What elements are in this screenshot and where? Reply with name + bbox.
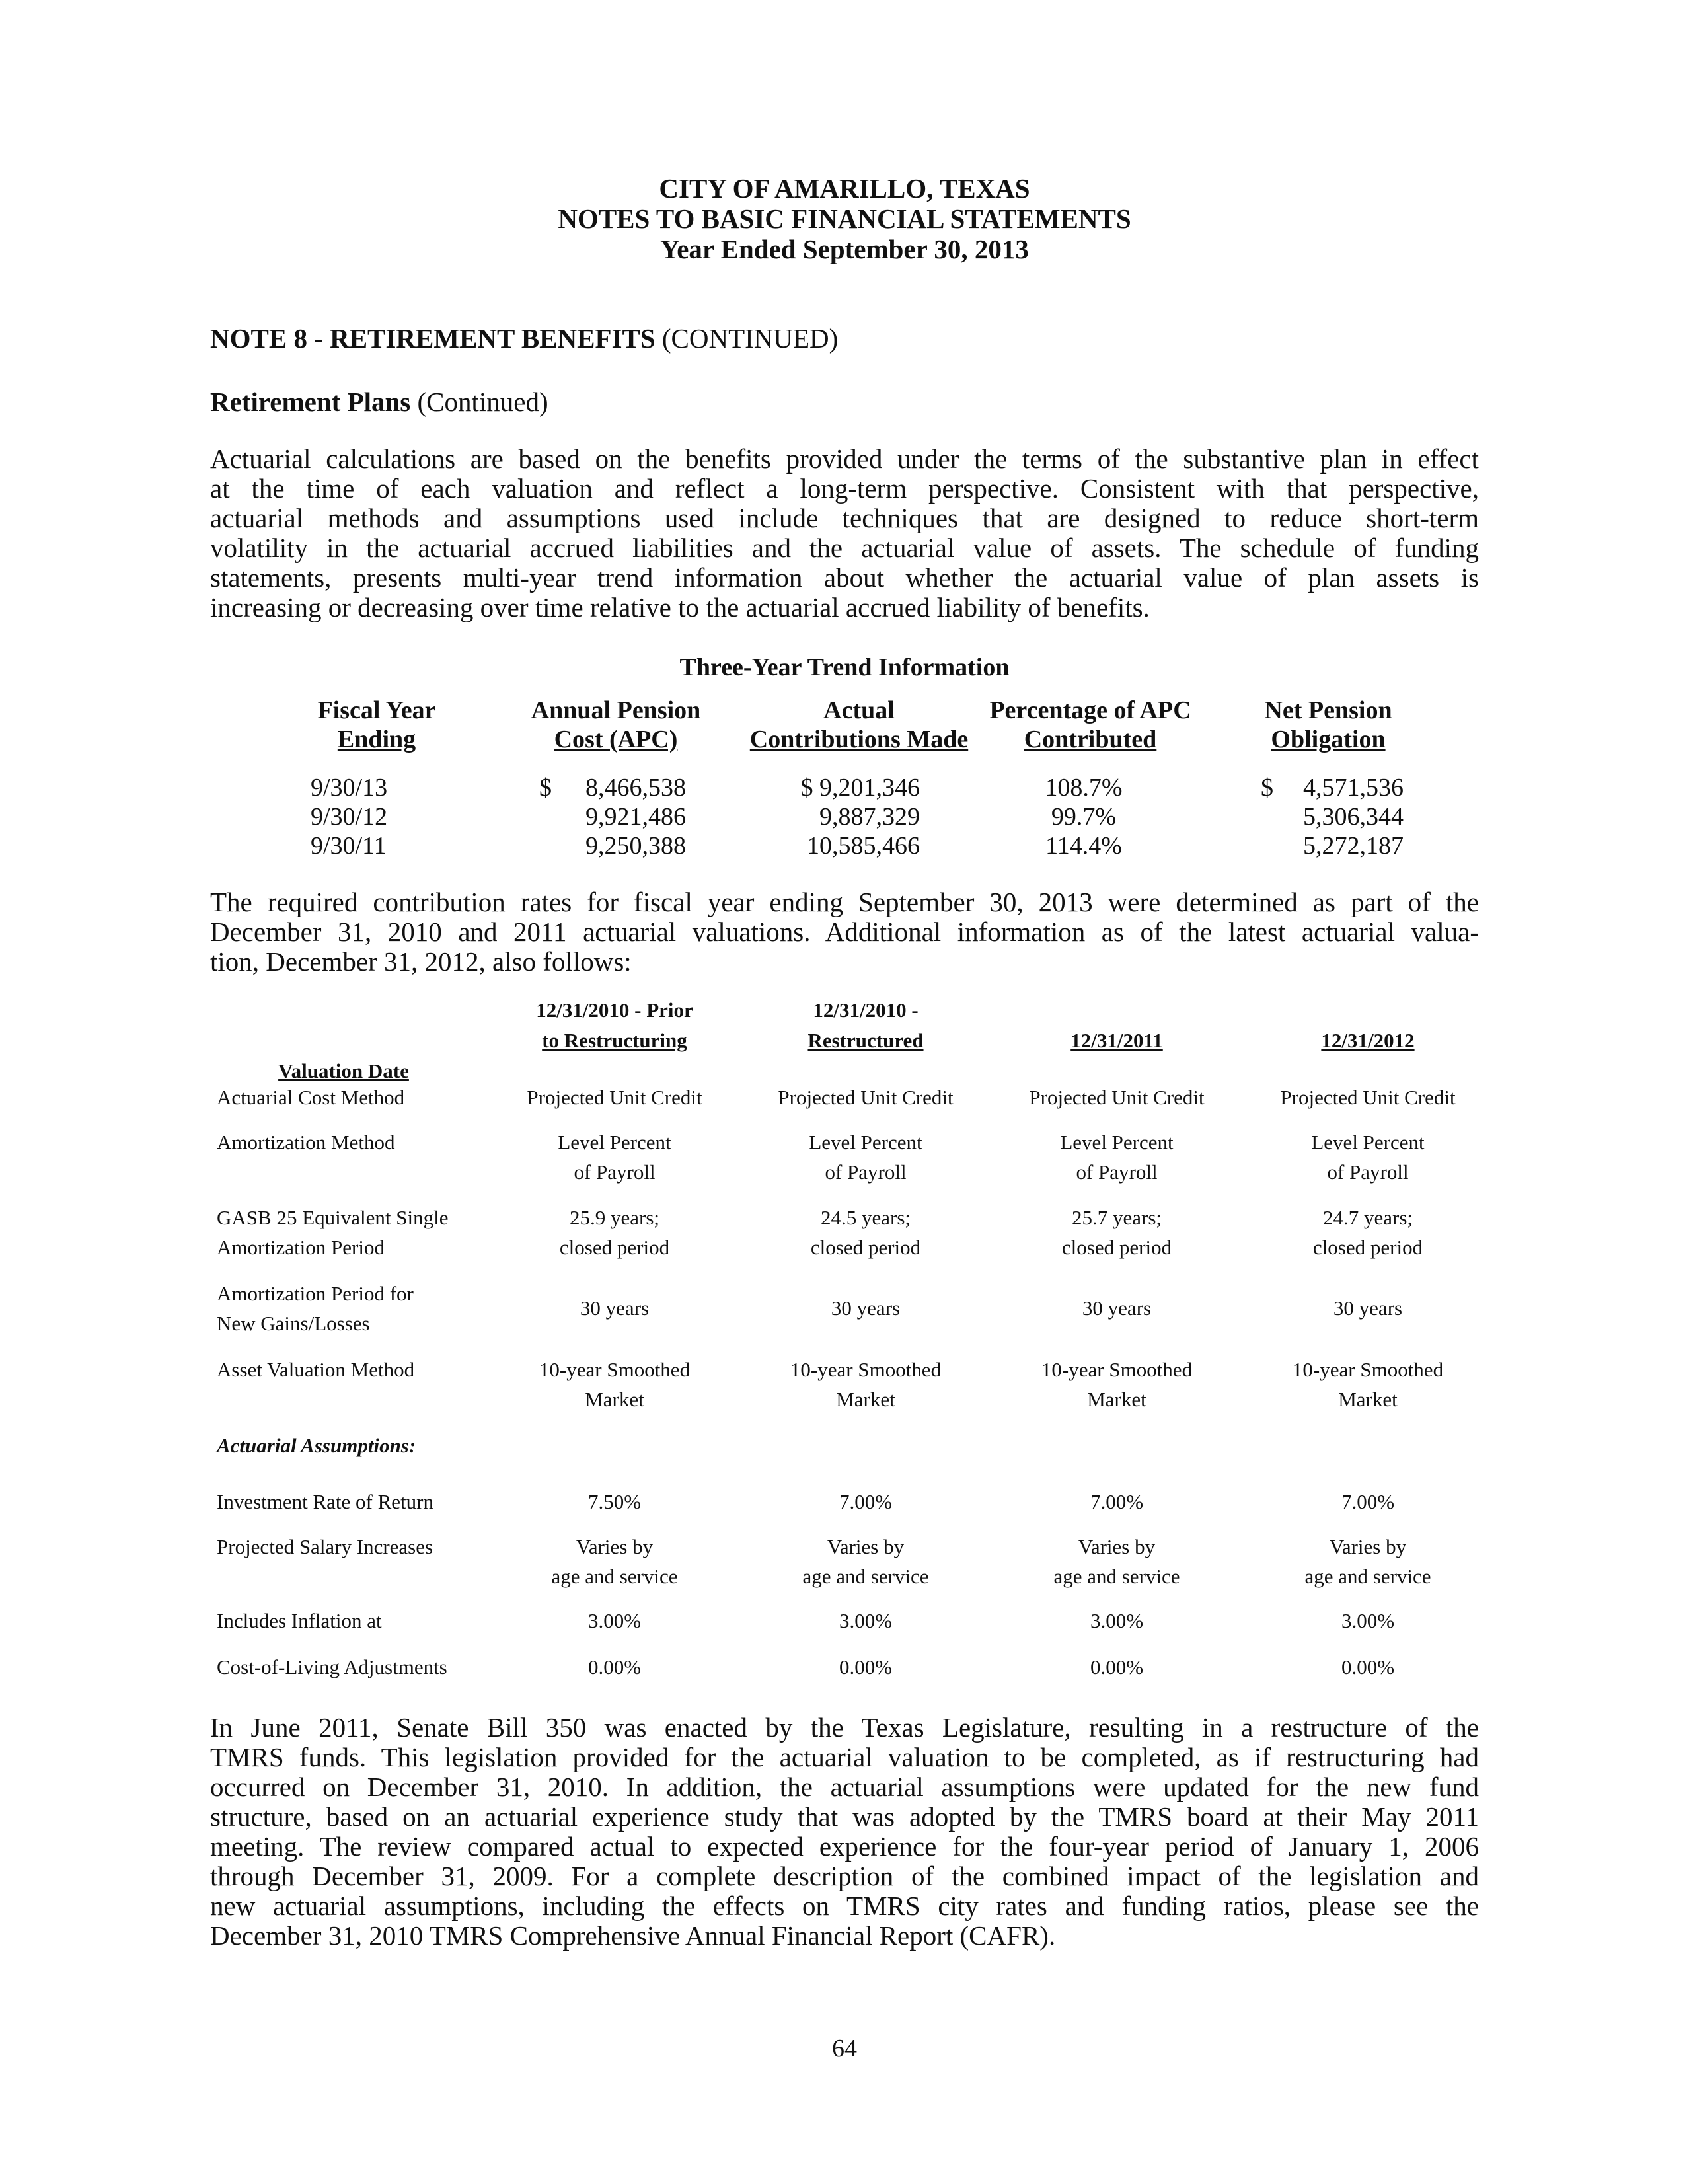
cell-line: Market — [836, 1388, 895, 1411]
cell-line: Level Percent — [1060, 1131, 1174, 1154]
header-line: Contributed — [1024, 726, 1157, 753]
row-label-line: GASB 25 Equivalent Single — [217, 1206, 449, 1229]
cell-line: 25.7 years; — [1071, 1206, 1162, 1229]
header-line — [1242, 995, 1493, 1026]
cell-line: 30 years — [580, 1297, 650, 1320]
paragraph-line: tion, December 31, 2012, also follows: — [210, 946, 632, 977]
paragraph-line: Actuarial calculations are based on the benefits provided under the terms of the substantive plan in effect — [210, 443, 1479, 474]
trend-npo: 5,306,344 — [1303, 803, 1404, 831]
note-heading-bold: NOTE 8 - RETIREMENT BENEFITS — [210, 323, 656, 354]
cell-line: 30 years — [1333, 1297, 1403, 1320]
paragraph-line: at the time of each valuation and reflect a long-term perspective. Consistent with that perspective, — [210, 473, 1479, 504]
trend-actual: 9,887,329 — [819, 803, 920, 831]
valuation-header-col2 — [740, 995, 991, 1056]
cell-line: 30 years — [1082, 1297, 1152, 1320]
trend-npo: 4,571,536 — [1303, 774, 1404, 802]
paragraph-line: increasing or decreasing over time relative to the actuarial accrued liability of benefits. — [210, 592, 1150, 622]
cell-line: Projected Unit Credit — [527, 1086, 702, 1109]
valuation-row-label — [217, 1082, 404, 1112]
trend-percentage: 114.4% — [1045, 832, 1122, 860]
valuation-cell — [740, 1652, 991, 1682]
valuation-header-col3 — [991, 995, 1242, 1056]
valuation-cell — [991, 1203, 1242, 1262]
valuation-cell — [489, 1532, 740, 1591]
subheading-bold: Retirement Plans — [210, 387, 411, 417]
cell-line: 7.00% — [1090, 1490, 1144, 1513]
document-header — [0, 173, 1689, 264]
valuation-cell — [1242, 1487, 1493, 1517]
valuation-cell — [740, 1082, 991, 1112]
header-line: to Restructuring — [542, 1029, 687, 1052]
valuation-cell — [991, 1532, 1242, 1591]
valuation-cell — [740, 1487, 991, 1517]
cell-line: 3.00% — [1090, 1609, 1144, 1632]
trend-apc: 9,250,388 — [585, 832, 686, 860]
trend-year: 9/30/11 — [311, 832, 387, 860]
row-label-line: Amortization Method — [217, 1131, 395, 1154]
valuation-cell — [489, 1082, 740, 1112]
trend-npo: 5,272,187 — [1303, 832, 1404, 860]
cell-line: Projected Unit Credit — [1280, 1086, 1456, 1109]
header-line: Contributions Made — [749, 726, 969, 753]
cell-line: of Payroll — [574, 1160, 656, 1184]
valuation-row-label — [217, 1279, 414, 1338]
paragraph-line: through December 31, 2009. For a complete description of the combined impact of the legislation and — [210, 1861, 1479, 1891]
cell-line: closed period — [1061, 1236, 1172, 1259]
subheading-suffix: (Continued) — [410, 387, 548, 417]
trend-year: 9/30/13 — [311, 774, 388, 802]
cell-line: 0.00% — [587, 1655, 642, 1678]
valuation-row-label — [217, 1127, 394, 1157]
valuation-cell — [489, 1606, 740, 1636]
valuation-cell — [1242, 1127, 1493, 1187]
valuation-cell — [740, 1355, 991, 1414]
valuation-row-label — [217, 1487, 433, 1517]
row-label-line: Actuarial Cost Method — [217, 1086, 405, 1109]
cell-line: 0.00% — [1341, 1655, 1395, 1678]
trend-apc-dollar: $ — [539, 774, 552, 802]
cell-line: 24.5 years; — [820, 1206, 911, 1229]
paragraph-line: meeting. The review compared actual to expected experience for the four-year period of January 1, 2006 — [210, 1831, 1479, 1862]
paragraph-line: new actuarial assumptions, including the effects on TMRS city rates and funding ratios, please see the — [210, 1891, 1479, 1921]
cell-line: Projected Unit Credit — [1029, 1086, 1205, 1109]
row-label-line: New Gains/Losses — [217, 1312, 370, 1335]
row-label-line: Amortization Period for — [217, 1282, 414, 1305]
cell-line: Market — [1338, 1388, 1398, 1411]
paragraph-line: TMRS funds. This legislation provided for the actuarial valuation to be completed, as if restructuring had — [210, 1742, 1479, 1772]
valuation-cell — [740, 1203, 991, 1262]
valuation-header-col4 — [1242, 995, 1493, 1056]
header-line: Obligation — [1271, 726, 1386, 753]
cell-line: 3.00% — [1341, 1609, 1395, 1632]
header-line: Actual — [823, 697, 895, 724]
cell-line: Level Percent — [558, 1131, 671, 1154]
valuation-cell — [991, 1127, 1242, 1187]
cell-line: age and service — [551, 1565, 678, 1588]
valuation-cell — [489, 1652, 740, 1682]
header-line: 12/31/2010 - — [813, 998, 919, 1022]
cell-line: 0.00% — [1090, 1655, 1144, 1678]
header-entity: CITY OF AMARILLO, TEXAS — [659, 173, 1030, 204]
paragraph-actuarial-calculations — [210, 444, 1479, 622]
trend-apc: 9,921,486 — [585, 803, 686, 831]
note-heading-suffix: (CONTINUED) — [655, 323, 839, 354]
header-period: Year Ended September 30, 2013 — [660, 234, 1029, 264]
valuation-cell — [1242, 1203, 1493, 1262]
valuation-cell — [489, 1127, 740, 1187]
valuation-header-label — [225, 1026, 463, 1086]
actuarial-assumptions-label: Actuarial Assumptions: — [217, 1434, 416, 1457]
trend-apc: 8,466,538 — [585, 774, 686, 802]
trend-npo-dollar: $ — [1261, 774, 1273, 802]
row-label-line: Amortization Period — [217, 1236, 385, 1259]
cell-line: of Payroll — [1076, 1160, 1158, 1184]
paragraph-line: structure, based on an actuarial experience study that was adopted by the TMRS board at their May 2011 — [210, 1801, 1479, 1832]
row-label-line: Includes Inflation at — [217, 1609, 382, 1632]
cell-line: 10-year Smoothed — [1292, 1358, 1444, 1381]
header-line: Fiscal Year — [317, 697, 436, 724]
cell-line: closed period — [559, 1236, 670, 1259]
cell-line: 30 years — [831, 1297, 901, 1320]
cell-line: closed period — [1312, 1236, 1423, 1259]
cell-line: 24.7 years; — [1322, 1206, 1413, 1229]
valuation-cell — [489, 1293, 740, 1323]
valuation-cell — [740, 1532, 991, 1591]
paragraph-contribution-rates — [210, 887, 1479, 977]
header-line: Ending — [337, 726, 416, 753]
paragraph-line: December 31, 2010 TMRS Comprehensive Annual Financial Report (CAFR). — [210, 1920, 1056, 1951]
valuation-cell — [991, 1355, 1242, 1414]
cell-line: 7.50% — [587, 1490, 642, 1513]
trend-header-apc — [504, 696, 728, 754]
header-line: 12/31/2011 — [1070, 1029, 1163, 1052]
trend-header-fiscal-year — [278, 696, 476, 754]
header-line: Annual Pension — [531, 697, 701, 724]
cell-line: Projected Unit Credit — [778, 1086, 954, 1109]
paragraph-line: actuarial methods and assumptions used include techniques that are designed to reduce short-term — [210, 503, 1479, 533]
valuation-cell — [740, 1293, 991, 1323]
trend-header-actual-contributions — [727, 696, 991, 754]
valuation-cell — [991, 1293, 1242, 1323]
paragraph-line: December 31, 2010 and 2011 actuarial valuations. Additional information as of the latest actuarial valua- — [210, 917, 1479, 947]
cell-line: Varies by — [827, 1535, 905, 1558]
header-line — [991, 995, 1242, 1026]
valuation-row-label — [217, 1355, 414, 1384]
trend-header-percentage — [965, 696, 1216, 754]
cell-line: 7.00% — [839, 1490, 893, 1513]
header-line: Valuation Date — [278, 1059, 409, 1082]
row-label-line: Projected Salary Increases — [217, 1535, 433, 1558]
valuation-cell — [1242, 1293, 1493, 1323]
cell-line: Level Percent — [809, 1131, 922, 1154]
cell-line: 3.00% — [839, 1609, 893, 1632]
cell-line: Market — [1087, 1388, 1146, 1411]
cell-line: Varies by — [1329, 1535, 1407, 1558]
cell-line: 10-year Smoothed — [790, 1358, 942, 1381]
trend-table-title: Three-Year Trend Information — [679, 654, 1010, 681]
header-line: Percentage of APC — [989, 697, 1191, 724]
cell-line: 25.9 years; — [569, 1206, 660, 1229]
valuation-cell — [740, 1606, 991, 1636]
paragraph-line: The required contribution rates for fiscal year ending September 30, 2013 were determined as part of the — [210, 887, 1479, 917]
valuation-cell — [1242, 1652, 1493, 1682]
cell-line: of Payroll — [1327, 1160, 1409, 1184]
valuation-cell — [1242, 1606, 1493, 1636]
note-heading — [210, 322, 838, 354]
valuation-row-label — [217, 1532, 433, 1562]
trend-year: 9/30/12 — [311, 803, 388, 831]
header-line: 12/31/2012 — [1321, 1029, 1415, 1052]
valuation-cell — [489, 1203, 740, 1262]
row-label-line: Cost-of-Living Adjustments — [217, 1655, 447, 1678]
section-subheading — [210, 386, 548, 418]
header-line: Restructured — [807, 1029, 924, 1052]
valuation-row-label — [217, 1606, 382, 1636]
valuation-cell — [489, 1487, 740, 1517]
valuation-row-label — [217, 1203, 448, 1262]
cell-line: Varies by — [1078, 1535, 1156, 1558]
cell-line: Level Percent — [1311, 1131, 1425, 1154]
cell-line: 10-year Smoothed — [1041, 1358, 1193, 1381]
header-line: Cost (APC) — [554, 726, 678, 753]
paragraph-line: occurred on December 31, 2010. In addition, the actuarial assumptions were updated for the new fund — [210, 1772, 1479, 1802]
cell-line: Varies by — [576, 1535, 654, 1558]
valuation-cell — [1242, 1355, 1493, 1414]
cell-line: age and service — [802, 1565, 929, 1588]
page-number: 64 — [832, 2035, 857, 2062]
row-label-line: Investment Rate of Return — [217, 1490, 433, 1513]
valuation-cell — [991, 1652, 1242, 1682]
paragraph-line: statements, presents multi-year trend information about whether the actuarial value of plan assets is — [210, 562, 1479, 593]
cell-line: 3.00% — [587, 1609, 642, 1632]
paragraph-line: volatility in the actuarial accrued liabilities and the actuarial value of assets. The schedule of funding — [210, 533, 1479, 563]
cell-line: 10-year Smoothed — [539, 1358, 691, 1381]
valuation-cell — [991, 1082, 1242, 1112]
paragraph-senate-bill — [210, 1713, 1479, 1951]
header-line: Net Pension — [1264, 697, 1392, 724]
header-line: 12/31/2010 - Prior — [536, 998, 693, 1022]
cell-line: closed period — [810, 1236, 921, 1259]
paragraph-line: In June 2011, Senate Bill 350 was enacted by the Texas Legislature, resulting in a restructure of the — [210, 1712, 1479, 1743]
valuation-row-label — [217, 1652, 447, 1682]
header-statement-title: NOTES TO BASIC FINANCIAL STATEMENTS — [558, 204, 1131, 234]
valuation-cell — [1242, 1082, 1493, 1112]
cell-line: 7.00% — [1341, 1490, 1395, 1513]
trend-percentage: 99.7% — [1051, 803, 1117, 831]
trend-percentage: 108.7% — [1045, 774, 1123, 802]
trend-actual: 10,585,466 — [807, 832, 920, 860]
valuation-cell — [991, 1487, 1242, 1517]
cell-line: Market — [585, 1388, 644, 1411]
valuation-header-col1 — [489, 995, 740, 1056]
valuation-cell — [991, 1606, 1242, 1636]
cell-line: 0.00% — [839, 1655, 893, 1678]
valuation-cell — [1242, 1532, 1493, 1591]
cell-line: age and service — [1053, 1565, 1180, 1588]
valuation-cell — [489, 1355, 740, 1414]
cell-line: of Payroll — [825, 1160, 907, 1184]
row-label-line: Asset Valuation Method — [217, 1358, 415, 1381]
trend-actual: $ 9,201,346 — [800, 774, 920, 802]
cell-line: age and service — [1304, 1565, 1431, 1588]
valuation-cell — [740, 1127, 991, 1187]
trend-header-net-pension — [1229, 696, 1427, 754]
